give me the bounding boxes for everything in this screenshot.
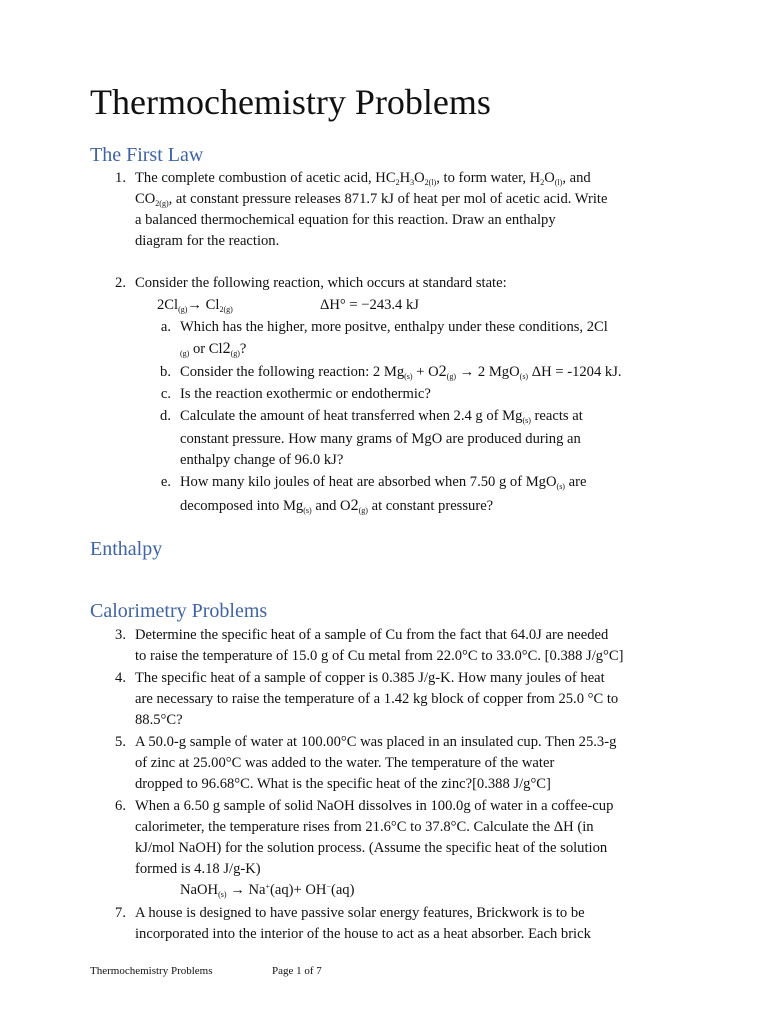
question-2b-text: Consider the following reaction: 2 $Mg_{(s)} + O2_{(g)} \to 2$ MgO$_{(s)}$ ΔH = -1204 kJ.: [180, 363, 622, 381]
question-number-2: 2.: [115, 275, 126, 291]
section-heading-enthalpy: Enthalpy: [90, 538, 163, 560]
question-2e-line-2: decomposed into $Mg_{(s)}$ and $O2_{(g)}$ at constant pressure?: [180, 497, 494, 515]
question-number-5: 5.: [115, 734, 126, 750]
question-1-line-4: diagram for the reaction.: [135, 233, 280, 249]
question-2d-line-3: enthalpy change of 96.0 kJ?: [180, 452, 344, 468]
question-number-3: 3.: [115, 627, 126, 643]
question-2-enthalpy-change: ΔH° = −243.4 kJ: [320, 297, 419, 313]
question-2a-line-2: $_{(g)}$ or $Cl2_{(g)}$?: [180, 340, 247, 358]
question-6-line-1: When a 6.50 g sample of solid NaOH dissolves in 100.0g of water in a coffee-cup: [135, 798, 614, 814]
question-6-line-2: calorimeter, the temperature rises from 21.6°C to 37.8°C. Calculate the ΔH (in: [135, 819, 594, 835]
question-3-line-1: Determine the specific heat of a sample of Cu from the fact that 64.0J are needed: [135, 627, 609, 643]
section-heading-calorimetry: Calorimetry Problems: [90, 600, 268, 622]
question-2b-label: b.: [160, 364, 171, 380]
question-1-line-1: The complete combustion of acetic acid, $HC_2H_3O_{2(l)}$, to form water, $H_2O_{(l)}$, and: [135, 170, 591, 187]
question-4-line-3: 88.5°C?: [135, 712, 183, 728]
question-5-line-3: dropped to 96.68°C. What is the specific heat of the zinc?[0.388 J/g°C]: [135, 776, 551, 792]
question-2d-line-2: constant pressure. How many grams of MgO are produced during an: [180, 431, 581, 447]
question-6-line-3: kJ/mol NaOH) for the solution process. (Assume the specific heat of the solution: [135, 840, 608, 856]
question-7-line-2: incorporated into the interior of the house to act as a heat absorber. Each brick: [135, 926, 591, 942]
question-1-line-3: a balanced thermochemical equation for this reaction. Draw an enthalpy: [135, 212, 556, 228]
question-5-line-2: of zinc at 25.00°C was added to the water. The temperature of the water: [135, 755, 555, 771]
question-2-intro: Consider the following reaction, which occurs at standard state:: [135, 275, 507, 291]
question-6-line-4: formed is 4.18 J/g-K): [135, 861, 261, 877]
question-4-line-1: The specific heat of a sample of copper is 0.385 J/g-K. How many joules of heat: [135, 670, 605, 686]
footer-title: Thermochemistry Problems: [90, 965, 213, 977]
question-2e-label: e.: [160, 474, 171, 490]
question-2e-line-1: How many kilo joules of heat are absorbed when 7.50 g of MgO$_{(s)}$ are: [180, 474, 587, 491]
question-3-line-2: to raise the temperature of 15.0 g of Cu metal from 22.0°C to 33.0°C. [0.388 J/g°C]: [135, 648, 624, 664]
footer-page-number: Page 1 of 7: [272, 965, 322, 977]
question-7-line-1: A house is designed to have passive solar energy features, Brickwork is to be: [135, 905, 585, 921]
question-number-4: 4.: [115, 670, 126, 686]
question-1-line-2: $CO_{2(g)}$, at constant pressure releases 871.7 kJ of heat per mol of acetic acid. Write: [135, 191, 608, 208]
question-4-line-2: are necessary to raise the temperature of a 1.42 kg block of copper from 25.0 °C to: [135, 691, 619, 707]
question-number-1: 1.: [115, 170, 126, 186]
question-2d-line-1: Calculate the amount of heat transferred when 2.4 g of $Mg_{(s)}$ reacts at: [180, 408, 583, 425]
question-number-6: 6.: [115, 798, 126, 814]
section-heading-first-law: The First Law: [90, 144, 204, 166]
question-2-equation: $2Cl_{(g)}\to Cl_{2(g)}$: [157, 297, 233, 314]
question-2c-label: c.: [160, 386, 171, 402]
question-2a-label: a.: [160, 319, 171, 335]
document-title: Thermochemistry Problems: [90, 82, 491, 122]
question-5-line-1: A 50.0-g sample of water at 100.00°C was placed in an insulated cup. Then 25.3-g: [135, 734, 617, 750]
question-2d-label: d.: [160, 408, 171, 424]
question-2a-line-1: Which has the higher, more positve, enthalpy under these conditions, 2Cl: [180, 319, 608, 335]
question-number-7: 7.: [115, 905, 126, 921]
question-6-equation: NaOH$_{(s)}$ → Na+(aq)+ OH−(aq): [180, 882, 355, 899]
question-2c-text: Is the reaction exothermic or endothermic?: [180, 386, 431, 402]
